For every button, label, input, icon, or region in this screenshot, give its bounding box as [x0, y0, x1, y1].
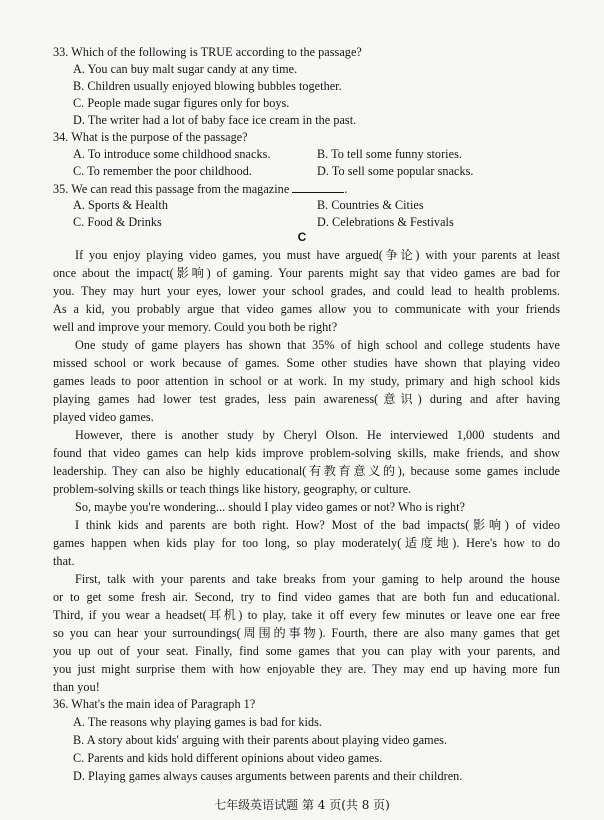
passage-line: Third, if you wear a headset(耳机) to play, take it off every few minutes or leave one ear free: [53, 608, 560, 622]
passage-line: that.: [53, 554, 75, 568]
passage-line: games happen when kids play for too long, so play moderately(适度地). Here's how to do: [53, 536, 560, 550]
passage-line: you up out of your seat. Finally, find some games that you can play with your parents, and: [53, 644, 560, 658]
question-35-option-c: C. Food & Drinks: [73, 215, 162, 229]
passage-line: If you enjoy playing video games, you must have argued(争论) with your parents at least: [75, 248, 560, 262]
question-35-option-d: D. Celebrations & Festivals: [317, 215, 454, 229]
question-36-option-b: B. A story about kids' arguing with their parents about playing video games.: [73, 733, 448, 747]
passage-line: or to get some fresh air. Second, try to find video games that are both fun and educational.: [53, 590, 560, 604]
passage-line: so you can hear your surroundings(周围的事物). Fourth, there are also many games that get: [53, 626, 560, 640]
passage-line: you just might surprise them with how enjoyable they are. They may end up having more fun: [53, 662, 560, 676]
question-33-option-a: A. You can buy malt sugar candy at any time.: [73, 62, 298, 76]
passage-line: missed school or work because of games. Some other studies have shown that playing video: [53, 356, 560, 370]
question-34-option-d: D. To sell some popular snacks.: [317, 164, 474, 178]
question-34-option-b: B. To tell some funny stories.: [317, 147, 462, 161]
question-34-option-c: C. To remember the poor childhood.: [73, 164, 252, 178]
question-34-option-a: A. To introduce some childhood snacks.: [73, 147, 271, 161]
question-34-stem: 34. What is the purpose of the passage?: [53, 130, 248, 144]
question-35-option-b: B. Countries & Cities: [317, 198, 424, 212]
passage-line: played video games.: [53, 410, 154, 424]
passage-line: playing games had lower test grades, less pain awareness(意识) during and after having: [53, 392, 560, 406]
passage-line: So, maybe you're wondering... should I play video games or not? Who is right?: [75, 500, 465, 514]
passage-line: One study of game players has shown that 35% of high school and college students have: [75, 338, 560, 352]
question-35-stem-end: .: [344, 182, 348, 196]
question-36-option-c: C. Parents and kids hold different opinions about video games.: [73, 751, 383, 765]
question-36-option-a: A. The reasons why playing games is bad for kids.: [73, 715, 322, 729]
passage-line: well and improve your memory. Could you both be right?: [53, 320, 338, 334]
question-33-option-c: C. People made sugar figures only for boys.: [73, 96, 290, 110]
passage-line: However, there is another study by Cheryl Olson. He interviewed 1,000 students and: [75, 428, 560, 442]
question-33-stem: 33. Which of the following is TRUE according to the passage?: [53, 45, 362, 59]
passage-line: you. They may hurt your eyes, lower your school grades, and could lead to health problems.: [53, 284, 560, 298]
question-35-option-a: A. Sports & Health: [73, 198, 169, 212]
passage-line: I think kids and parents are both right. How? Most of the bad impacts(影响) of video: [75, 518, 560, 532]
question-33-option-b: B. Children usually enjoyed blowing bubbles together.: [73, 79, 342, 93]
question-35-stem-text: 35. We can read this passage from the magazine: [53, 182, 290, 196]
passage-line: once about the impact(影响) of gaming. Your parents might say that video games are bad for: [53, 266, 560, 280]
section-heading: C: [297, 230, 307, 244]
answer-blank: [292, 181, 344, 193]
question-35-stem: [53, 181, 348, 196]
page-footer: 七年级英语试题 第 4 页(共 8 页): [214, 798, 390, 812]
passage-line: leadership. They can also be highly educational(有教育意义的), because some games include: [53, 464, 560, 478]
question-36-option-d: D. Playing games always causes arguments between parents and their children.: [73, 769, 463, 783]
passage-line: games leads to poor attention in school or at work. In my study, primary and high school kids: [53, 374, 560, 388]
passage-line: found that video games can help kids improve problem-solving skills, make friends, and show: [53, 446, 560, 460]
passage-line: As a kid, you probably argue that video games allow you to communicate with your friends: [53, 302, 560, 316]
passage-line: than you!: [53, 680, 100, 694]
question-36-stem: 36. What's the main idea of Paragraph 1?: [53, 697, 256, 711]
passage-line: problem-solving skills or teach things like history, geography, or culture.: [53, 482, 412, 496]
passage-line: First, talk with your parents and take breaks from your gaming to help around the house: [75, 572, 560, 586]
question-33-option-d: D. The writer had a lot of baby face ice cream in the past.: [73, 113, 357, 127]
